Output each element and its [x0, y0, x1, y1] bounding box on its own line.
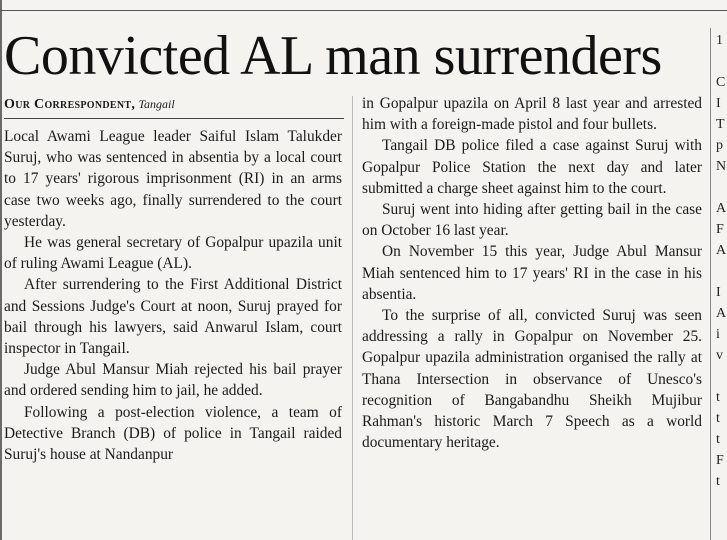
fragment: F: [716, 222, 724, 237]
fragment: p: [716, 138, 723, 153]
paragraph: He was general secretary of Gopalpur upazila unit of ruling Awami League (AL).: [4, 234, 342, 273]
fragment: t: [716, 411, 720, 426]
adjacent-column-fragments: [716, 30, 727, 492]
fragment: t: [716, 390, 720, 405]
fragment: A: [716, 243, 727, 258]
fragment: [716, 261, 727, 282]
byline: [4, 96, 344, 113]
page-edge: [0, 0, 2, 540]
column-divider-right: [710, 28, 711, 540]
paragraph: On November 15 this year, Judge Abul Mansur Miah sentenced him to 17 years' RI in the case in his absentia.: [362, 243, 702, 303]
fragment: I: [716, 96, 721, 111]
headline: Convicted AL man surrenders: [4, 25, 662, 87]
top-rule: [0, 10, 727, 11]
fragment: A: [716, 306, 727, 321]
paragraph: in Gopalpur upazila on April 8 last year and arrested him with a foreign-made pistol and four bullets.: [362, 95, 702, 134]
byline-location: Tangail: [138, 97, 175, 111]
byline-rule: [4, 118, 344, 119]
fragment: 1: [716, 33, 723, 48]
fragment: C: [716, 75, 726, 90]
paragraph: To the surprise of all, convicted Suruj was seen addressing a rally in Gopalpur on November 25. Gopalpur upazila administration organised the rally at Thana Intersection in observance of Unesco's recognition of Bangabandhu Sheikh Mujibur Rahman's historic March 7 Speech as a world documentary heritage.: [362, 307, 702, 452]
paragraph: Suruj went into hiding after getting bail in the case on October 16 last year.: [362, 201, 702, 240]
fragment: A: [716, 201, 727, 216]
byline-correspondent: Our Correspondent,: [4, 97, 136, 112]
column-divider-middle: [352, 96, 353, 540]
fragment: [716, 51, 727, 72]
fragment: T: [716, 117, 725, 132]
fragment: [716, 366, 727, 387]
article-column-1: [4, 126, 342, 465]
fragment: F: [716, 453, 724, 468]
paragraph: Following a post-election violence, a team of Detective Branch (DB) of police in Tangail raided Suruj's house at Nandanpur: [4, 403, 342, 464]
fragment: N: [716, 159, 727, 174]
article-column-2: [362, 93, 702, 453]
paragraph: Local Awami League leader Saiful Islam Talukder Suruj, who was sentenced in absentia by a local court to 17 years' rigorous imprisonment (RI) in an arms case two weeks ago, finally surrendered to the court yesterday.: [4, 128, 342, 230]
fragment: t: [716, 432, 720, 447]
paragraph: After surrendering to the First Additional District and Sessions Judge's Court at noon, Suruj prayed for bail through his lawyers, said Anwarul Islam, court inspector in Tangail.: [4, 276, 342, 358]
paragraph: Judge Abul Mansur Miah rejected his bail prayer and ordered sending him to jail, he added.: [4, 361, 342, 400]
fragment: I: [716, 285, 721, 300]
paragraph: Tangail DB police filed a case against Suruj with Gopalpur Police Station the next day and later submitted a charge sheet against him to the court.: [362, 137, 702, 197]
fragment: t: [716, 474, 720, 489]
fragment: [716, 177, 727, 198]
fragment: i: [716, 327, 720, 342]
fragment: v: [716, 348, 723, 363]
